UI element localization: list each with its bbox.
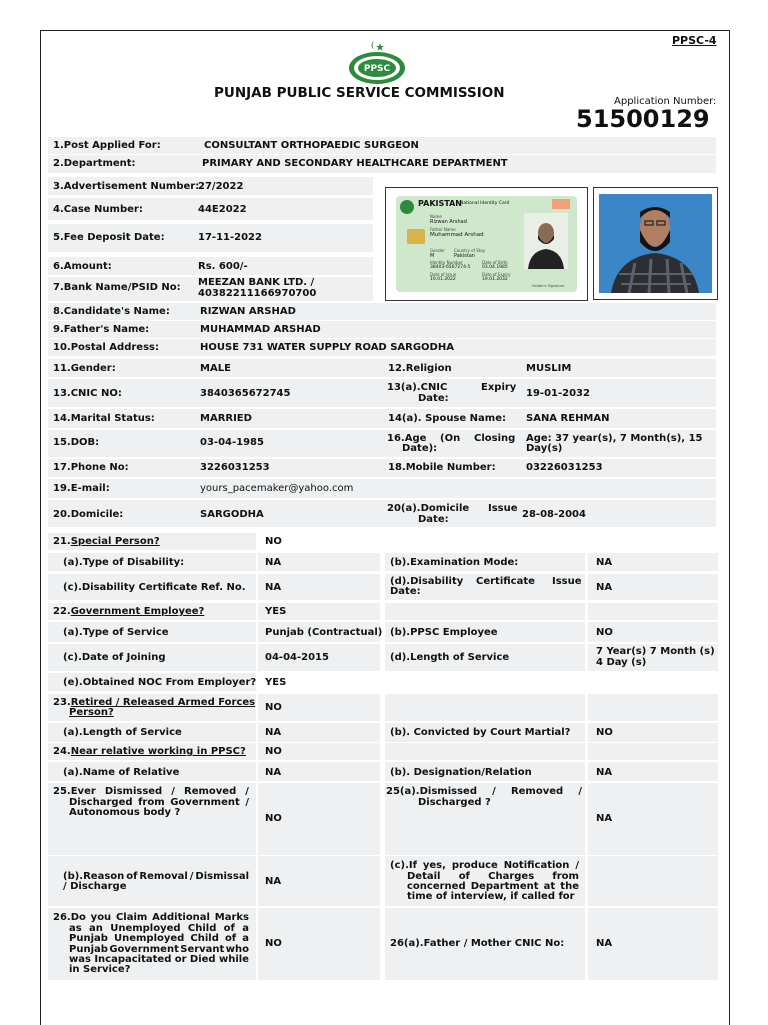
bank-label: 7.Bank Name/PSID No: xyxy=(53,282,181,293)
row-bg xyxy=(48,479,716,498)
phone-value: 3226031253 xyxy=(200,462,270,473)
noc-value: YES xyxy=(265,677,287,688)
additional-marks-line4: Punjab Government Servant who xyxy=(69,944,249,955)
gender-label: 11.Gender: xyxy=(53,363,116,374)
dismissed-a-line1: 25(a).Dismissed / Removed / xyxy=(386,786,582,797)
cnic-card xyxy=(396,196,577,292)
disability-type-label: (a).Type of Disability: xyxy=(63,557,185,568)
cnic-photo xyxy=(524,213,568,269)
case-value: 44E2022 xyxy=(198,204,247,215)
cell-bg xyxy=(588,743,718,760)
age-value-line2: Day(s) xyxy=(526,443,563,454)
domicile-issue-value: 28-08-2004 xyxy=(522,509,586,520)
cnic-father: Muhammad Arshad xyxy=(430,232,484,238)
candidate-name-value: RIZWAN ARSHAD xyxy=(200,306,296,317)
cnic-signature-label: Holder's Signature xyxy=(532,284,565,288)
row-bg xyxy=(48,379,716,407)
disability-type-value: NA xyxy=(265,557,282,568)
notification-line3: concerned Department at the xyxy=(407,881,579,892)
email-value: yours_pacemaker@yahoo.com xyxy=(200,483,354,494)
cell-bg xyxy=(385,743,585,760)
joining-date-value: 04-04-2015 xyxy=(265,652,329,663)
cnic-country-value: Pakistan xyxy=(454,253,475,259)
cnic-gender-label: Gender xyxy=(430,248,445,253)
disability-issue-value: NA xyxy=(596,582,613,593)
relation-label: (b). Designation/Relation xyxy=(390,767,532,778)
dismissed-question-line3: Autonomous body ? xyxy=(69,807,181,818)
religion-label: 12.Religion xyxy=(388,363,452,374)
parent-cnic-value: NA xyxy=(596,938,613,949)
cnic-flag-icon xyxy=(552,199,570,209)
application-number-label: Application Number: xyxy=(614,96,717,107)
dismissed-question-line2: Discharged from Government / xyxy=(69,797,249,808)
disability-issue-label-1: (d).Disability xyxy=(390,576,464,587)
religion-value: MUSLIM xyxy=(526,363,572,374)
ppsc-employee-label: (b).PPSC Employee xyxy=(390,627,498,638)
disability-issue-label-4: Date: xyxy=(390,586,421,597)
service-length-line2: 4 Day (s) xyxy=(596,657,647,668)
notification-line4: time of interview, if called for xyxy=(407,891,575,902)
armed-service-length-value: NA xyxy=(265,727,282,738)
govt-employee-answer: YES xyxy=(265,606,287,617)
amount-label: 6.Amount: xyxy=(53,261,112,272)
special-person-question: 21.Special Person? xyxy=(53,536,160,547)
court-martial-value: NO xyxy=(596,727,613,738)
noc-label: (e).Obtained NOC From Employer? xyxy=(63,677,257,688)
disability-issue-label-2: Certificate xyxy=(476,576,535,587)
additional-marks-line5: was Incapacitated or Died while xyxy=(69,954,249,965)
cell-bg xyxy=(588,603,718,620)
cnic-father-label: Father Name xyxy=(430,227,456,232)
candidate-name-label: 8.Candidate's Name: xyxy=(53,306,170,317)
joining-date-label: (c).Date of Joining xyxy=(63,652,166,663)
row-bg xyxy=(48,500,716,527)
notification-line2: Detail of Charges from xyxy=(407,871,579,882)
service-length-line1: 7 Year(s) 7 Month (s) xyxy=(596,646,715,657)
cnic-expiry-value: 19-01-2032 xyxy=(526,388,590,399)
armed-forces-question: 23.Retired / Released Armed Forces xyxy=(53,697,256,708)
armed-forces-question-line2: Person? xyxy=(69,707,114,718)
armed-service-length-label: (a).Length of Service xyxy=(63,727,182,738)
domicile-label: 20.Domicile: xyxy=(53,509,124,520)
domicile-value: SARGODHA xyxy=(200,509,264,520)
case-label: 4.Case Number: xyxy=(53,204,143,215)
mobile-value: 03226031253 xyxy=(526,462,603,473)
email-label: 19.E-mail: xyxy=(53,483,110,494)
court-martial-label: (b). Convicted by Court Martial? xyxy=(390,727,571,738)
bank-value-line2: 40382211166970700 xyxy=(198,288,317,299)
govt-employee-question: 22.Government Employee? xyxy=(53,606,205,617)
notification-line1: (c).If yes, produce Notification / xyxy=(390,860,579,871)
marital-label: 14.Marital Status: xyxy=(53,413,155,424)
additional-marks-line2: as an Unemployed Child of a xyxy=(69,923,249,934)
domicile-issue-label-2: Issue xyxy=(488,503,518,514)
spouse-value: SANA REHMAN xyxy=(526,413,610,424)
cell-bg xyxy=(588,856,718,906)
domicile-issue-label-1: 20(a).Domicile xyxy=(387,503,470,514)
department-value: PRIMARY AND SECONDARY HEALTHCARE DEPARTMENT xyxy=(202,158,508,169)
age-label-1: 16.Age xyxy=(387,433,427,444)
exam-mode-label: (b).Examination Mode: xyxy=(390,557,519,568)
disability-cert-label: (c).Disability Certificate Ref. No. xyxy=(63,582,246,593)
dob-value: 03-04-1985 xyxy=(200,437,264,448)
special-person-answer: NO xyxy=(265,536,282,547)
cnic-card-frame xyxy=(385,187,588,301)
cell-bg xyxy=(588,694,718,721)
cnic-country-label: Country of Stay xyxy=(454,248,486,253)
cnic-expiry-label-1: 13(a).CNIC xyxy=(387,382,448,393)
logo-text: PPSC xyxy=(363,64,391,74)
ppsc-employee-value: NO xyxy=(596,627,613,638)
application-number: 51500129 xyxy=(576,105,710,133)
exam-mode-value: NA xyxy=(596,557,613,568)
dismissed-a-value: NA xyxy=(596,813,613,824)
form-code: PPSC-4 xyxy=(672,34,717,47)
age-label-2: (On xyxy=(440,433,461,444)
gender-value: MALE xyxy=(200,363,231,374)
cnic-chip-icon xyxy=(407,229,425,244)
cnic-gender: M xyxy=(430,253,435,259)
bank-value-line1: MEEZAN BANK LTD. / xyxy=(198,277,315,288)
commission-title: PUNJAB PUBLIC SERVICE COMMISSION xyxy=(214,85,505,101)
cnic-name-label: Name xyxy=(430,214,442,219)
candidate-photo-frame xyxy=(593,187,718,300)
cnic-expiry-label-2: Expiry xyxy=(481,382,517,393)
removal-reason-value: NA xyxy=(265,876,282,887)
removal-reason-line1: (b).Reason of Removal / Dismissal xyxy=(63,871,249,882)
advertisement-value: 27/2022 xyxy=(198,181,244,192)
address-value: HOUSE 731 WATER SUPPLY ROAD SARGODHA xyxy=(200,342,454,353)
additional-marks-line1: 26.Do you Claim Additional Marks xyxy=(53,912,249,923)
ppsc-logo xyxy=(344,38,410,86)
marital-value: MARRIED xyxy=(200,413,252,424)
cnic-expiry-label: Date of Expiry xyxy=(482,272,511,277)
relative-question: 24.Near relative working in PPSC? xyxy=(53,746,246,757)
cell-bg xyxy=(385,694,585,721)
cnic-expiry-label-3: Date: xyxy=(418,393,449,404)
additional-marks-line6: in Service? xyxy=(69,964,131,975)
candidate-photo xyxy=(599,194,712,293)
fee-date-value: 17-11-2022 xyxy=(198,232,262,243)
age-label-4: Date): xyxy=(402,443,438,454)
dismissed-answer: NO xyxy=(265,813,282,824)
age-value-line1: Age: 37 year(s), 7 Month(s), 15 xyxy=(526,433,703,444)
cnic-emblem-icon xyxy=(400,200,414,214)
address-label: 10.Postal Address: xyxy=(53,342,159,353)
additional-marks-answer: NO xyxy=(265,938,282,949)
cnic-id-number: 38403-6567274-5 xyxy=(430,265,471,270)
disability-issue-label-3: Issue xyxy=(552,576,582,587)
cnic-dob-label: Date of Birth xyxy=(482,260,508,265)
cnic-label: 13.CNIC NO: xyxy=(53,388,122,399)
disability-cert-value: NA xyxy=(265,582,282,593)
relative-name-label: (a).Name of Relative xyxy=(63,767,180,778)
cnic-country: PAKISTAN xyxy=(418,199,462,208)
father-name-value: MUHAMMAD ARSHAD xyxy=(200,324,321,335)
relation-value: NA xyxy=(596,767,613,778)
dismissed-a-line2: Discharged ? xyxy=(418,797,491,808)
phone-label: 17.Phone No: xyxy=(53,462,129,473)
amount-value: Rs. 600/- xyxy=(198,261,248,272)
removal-reason-line2: / Discharge xyxy=(63,881,127,892)
row-bg xyxy=(48,459,716,477)
cnic-value: 3840365672745 xyxy=(200,388,291,399)
age-label-3: Closing xyxy=(474,433,516,444)
relative-name-value: NA xyxy=(265,767,282,778)
spouse-label: 14(a). Spouse Name: xyxy=(388,413,506,424)
father-name-label: 9.Father's Name: xyxy=(53,324,150,335)
cnic-issue: 19.01.2022 xyxy=(430,277,456,282)
cnic-issue-label: Date of Issue xyxy=(430,272,457,277)
department-label: 2.Department: xyxy=(53,158,136,169)
relative-answer: NO xyxy=(265,746,282,757)
fee-date-label: 5.Fee Deposit Date: xyxy=(53,232,165,243)
cnic-dob: 03.04.1985 xyxy=(482,265,508,270)
dob-label: 15.DOB: xyxy=(53,437,100,448)
service-length-label: (d).Length of Service xyxy=(390,652,510,663)
advertisement-label: 3.Advertisement Number: xyxy=(53,181,200,192)
post-label: 1.Post Applied For: xyxy=(53,140,161,151)
service-type-value: Punjab (Contractual) xyxy=(265,627,383,638)
armed-forces-answer: NO xyxy=(265,702,282,713)
dismissed-question-line1: 25.Ever Dismissed / Removed / xyxy=(53,786,249,797)
cnic-id-label: Identity Number xyxy=(430,260,463,265)
domicile-issue-label-3: Date: xyxy=(418,514,449,525)
post-value: CONSULTANT ORTHOPAEDIC SURGEON xyxy=(204,140,419,151)
service-type-label: (a).Type of Service xyxy=(63,627,169,638)
parent-cnic-label: 26(a).Father / Mother CNIC No: xyxy=(390,938,565,949)
cell-bg xyxy=(385,603,585,620)
cnic-name: Rizwan Arshad xyxy=(430,219,467,225)
cnic-expiry: 19.01.2032 xyxy=(482,277,508,282)
mobile-label: 18.Mobile Number: xyxy=(388,462,496,473)
additional-marks-line3: Punjab Unemployed Child of a xyxy=(69,933,249,944)
cnic-card-title: National Identity Card xyxy=(460,201,510,206)
row-bg xyxy=(48,359,716,377)
